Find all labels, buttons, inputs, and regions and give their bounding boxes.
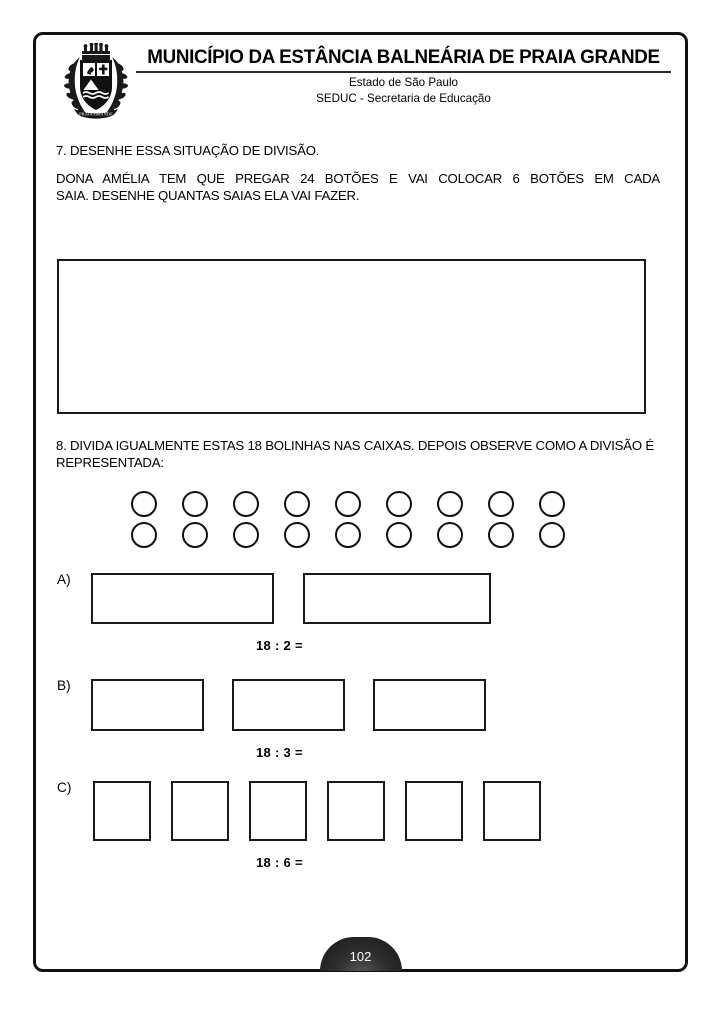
answer-box[interactable] [91,679,204,731]
page-header [36,35,685,133]
page-title: MUNICÍPIO DA ESTÂNCIA BALNEÁRIA DE PRAIA GRANDE [147,46,660,68]
bolinha-circle-icon [182,491,208,517]
page-number: 102 [349,949,372,964]
bolinha-circle-icon [437,522,463,548]
bolinha-circle-icon [488,522,514,548]
bolinha-circle-icon [233,522,259,548]
answer-box[interactable] [327,781,385,841]
answer-box[interactable] [373,679,486,731]
group-a-boxes [91,573,491,624]
group-a-equation: 18 : 2 = [256,638,303,653]
bolinha-circle-icon [335,491,361,517]
bolinha-circle-icon [233,491,259,517]
answer-box[interactable] [93,781,151,841]
answer-box[interactable] [171,781,229,841]
bolinhas-group [131,491,601,553]
answer-box[interactable] [232,679,345,731]
question-8-statement-line-1: 8. DIVIDA IGUALMENTE ESTAS 18 BOLINHAS NAS CAIXAS. DEPOIS OBSERVE [56,438,533,453]
bolinha-circle-icon [488,491,514,517]
bolinha-circle-icon [539,522,565,548]
bolinha-circle-icon [335,522,361,548]
answer-box[interactable] [303,573,491,624]
group-c-equation: 18 : 6 = [256,855,303,870]
bolinha-circle-icon [131,491,157,517]
question-8-statement-line-2: COMO A DIVISÃO É REPRESENTADA: [56,438,654,471]
question-7-prompt: 7. DESENHE ESSA SITUAÇÃO DE DIVISÃO. [56,143,320,158]
bolinhas-row [131,491,601,517]
question-7-statement-line-1: DONA AMÉLIA TEM QUE PREGAR 24 BOTÕES E VAI COLOCAR 6 BOTÕES EM CADA [56,171,660,186]
bolinhas-row [131,522,601,548]
group-b-equation: 18 : 3 = [256,745,303,760]
bolinha-circle-icon [284,522,310,548]
answer-box[interactable] [91,573,274,624]
title-divider [136,71,671,73]
question-7-statement-line-2: SAIA. DESENHE QUANTAS SAIAS ELA VAI FAZER. [56,188,360,204]
worksheet-page [33,32,688,972]
group-c-label: C) [57,780,72,795]
group-c-boxes [93,781,541,841]
header-text-block [136,47,671,108]
group-a-label: A) [57,572,71,587]
state-subtitle: Estado de São Paulo [349,75,458,89]
answer-box[interactable] [249,781,307,841]
svg-text:PRAIA GRANDE: PRAIA GRANDE [79,111,113,117]
question-7-drawing-area[interactable] [57,259,646,414]
question-8-statement [56,437,664,471]
division-group-c [36,781,685,873]
group-b-label: B) [57,678,71,693]
page-number-badge [320,937,402,971]
group-b-boxes [91,679,486,731]
division-group-b [36,679,685,771]
coat-of-arms-icon [60,43,132,125]
answer-box[interactable] [405,781,463,841]
bolinha-circle-icon [539,491,565,517]
department-subtitle: SEDUC - Secretaria de Educação [316,92,491,106]
bolinha-circle-icon [131,522,157,548]
bolinha-circle-icon [182,522,208,548]
bolinha-circle-icon [284,491,310,517]
question-7-statement [56,170,660,204]
answer-box[interactable] [483,781,541,841]
bolinha-circle-icon [386,522,412,548]
division-group-a [36,573,685,663]
bolinha-circle-icon [386,491,412,517]
bolinha-circle-icon [437,491,463,517]
